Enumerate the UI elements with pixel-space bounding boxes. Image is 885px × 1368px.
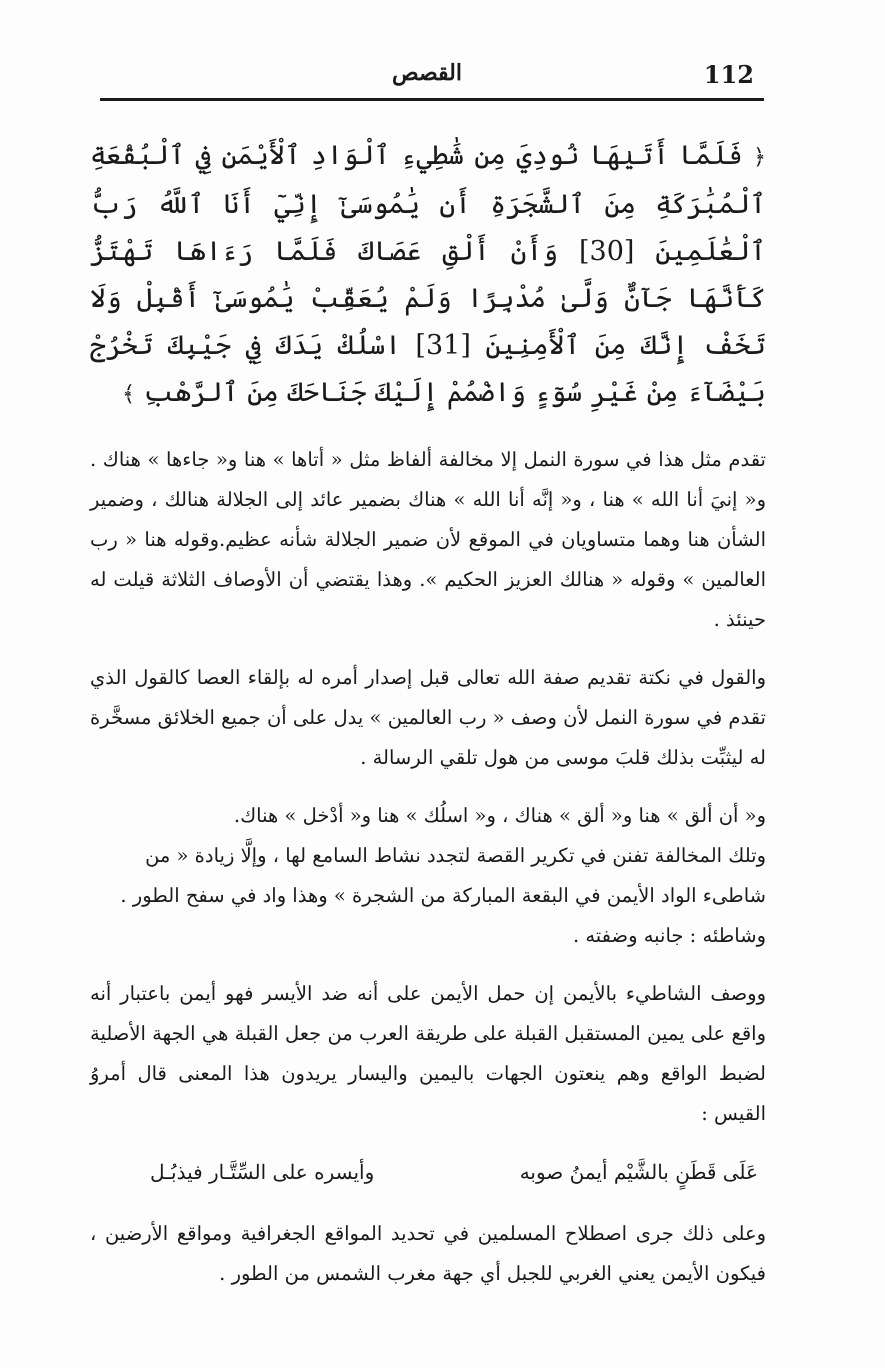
commentary-paragraph-2: والقول في نكتة تقديم صفة الله تعالى قبل إصدار أمره له بإلقاء العصا كالقول الذي تقدم في سورة النمل لأن وصف « رب العالمين » يدل على أن جميع الخلائق مسخَّرة له ليثبِّت بذلك قلبَ موسى من هول تلقي الرسالة . [90, 666, 766, 769]
verse-text: فَلَمَّا أَتَيٰهَا نُودِيَ مِن شَٰطِيءِ ٱلْوَادِ ٱلْأَيْمَنِ فِي ٱلْبُقْعَةِ ٱلْمُبَٰرَكَةِ مِنَ ٱلشَّجَرَةِ أَن يَٰمُوسَىٰٓ إِنِّيٓ أَنَا ٱللَّهُ رَبُّ ٱلْعَٰلَمِينَ [30] وَأَنْ أَلْقِ عَصَاكَ فَلَمَّا رَءَاهَا تَهْتَزُّ كَأَنَّهَا جَآنٌّ وَلَّىٰ مُدْبِرًا وَلَمْ يُعَقِّبْ يَٰمُوسَىٰٓ أَقْبِلْ وَلَا تَخَفْ إِنَّكَ مِنَ ٱلْأَمِنِينَ [31] اسْلُكْ يَدَكَ فِي جَيْبِكَ تَخْرُجْ بَيْضَآءَ مِنْ غَيْرِ سُوٓءٍ وَاضْمُمْ إِلَيْكَ جَنَاحَكَ مِنَ ٱلرَّهْبِ [90, 140, 767, 408]
verse-open-bracket: ﴿ [753, 145, 766, 170]
paragraph-3-line: وتلك المخالفة تفنن في تكرير القصة لتجدد نشاط السامع لها ، وإلَّا زيادة « من [145, 844, 766, 867]
poem-second-hemistich: وأيسره على السِّتَّـار فيذبُـل [150, 1160, 375, 1184]
page-number: 112 [703, 60, 754, 89]
poem-verse [90, 1152, 766, 1192]
commentary-paragraph-3 [90, 796, 766, 956]
quran-verse [90, 132, 766, 418]
paragraph-3-line: وشاطئه : جانبه وضفته . [572, 924, 766, 947]
paragraph-3-line: شاطىء الواد الأيمن في البقعة المباركة من الشجرة » وهذا واد في سفح الطور . [120, 884, 766, 907]
commentary-paragraph-1: تقدم مثل هذا في سورة النمل إلا مخالفة ألفاظ مثل « أتاها » هنا و« جاءها » هناك . و« إنيَ أنا الله » هنا ، و« إنَّه أنا الله » هناك بضمير عائد إلى الجلالة هنالك ، وضمير الشأن هنا وهما متساويان في الموقع لأن ضمير الجلالة شأنه عظيم.وقوله هنا « رب العالمين » وقوله « هنالك العزيز الحكيم ». وهذا يقتضي أن الأوصاف الثلاثة قيلت له حينئذ . [90, 448, 766, 631]
verse-close-bracket: ﴾ [122, 382, 136, 407]
page-content [90, 118, 766, 1312]
commentary-paragraph-4: ووصف الشاطيء بالأيمن إن حمل الأيمن على أنه ضد الأيسر فهو أيمن باعتبار أنه واقع على يمين المستقبل القبلة على طريقة العرب من جعل القبلة هي الجهة الأصلية لضبط الواقع وهم ينعتون الجهات باليمين واليسار يريدون هذا المعنى قال أمروُ القيس : [90, 982, 766, 1125]
header-divider [100, 98, 764, 101]
surah-name: القصص [392, 60, 462, 86]
page-header [100, 58, 762, 98]
commentary-paragraph-5: وعلى ذلك جرى اصطلاح المسلمين في تحديد المواقع الجغرافية ومواقع الأرضين ، فيكون الأيمن يعني الغربي للجبل أي جهة مغرب الشمس من الطور . [90, 1222, 766, 1285]
paragraph-3-line: و« أن ألق » هنا و« ألق » هناك ، و« اسلُك » هنا و« أدْخل » هناك. [233, 804, 766, 827]
poem-first-hemistich: عَلَى قَطَنٍ بالشَّيْم أيمنُ صوبه [519, 1160, 758, 1184]
